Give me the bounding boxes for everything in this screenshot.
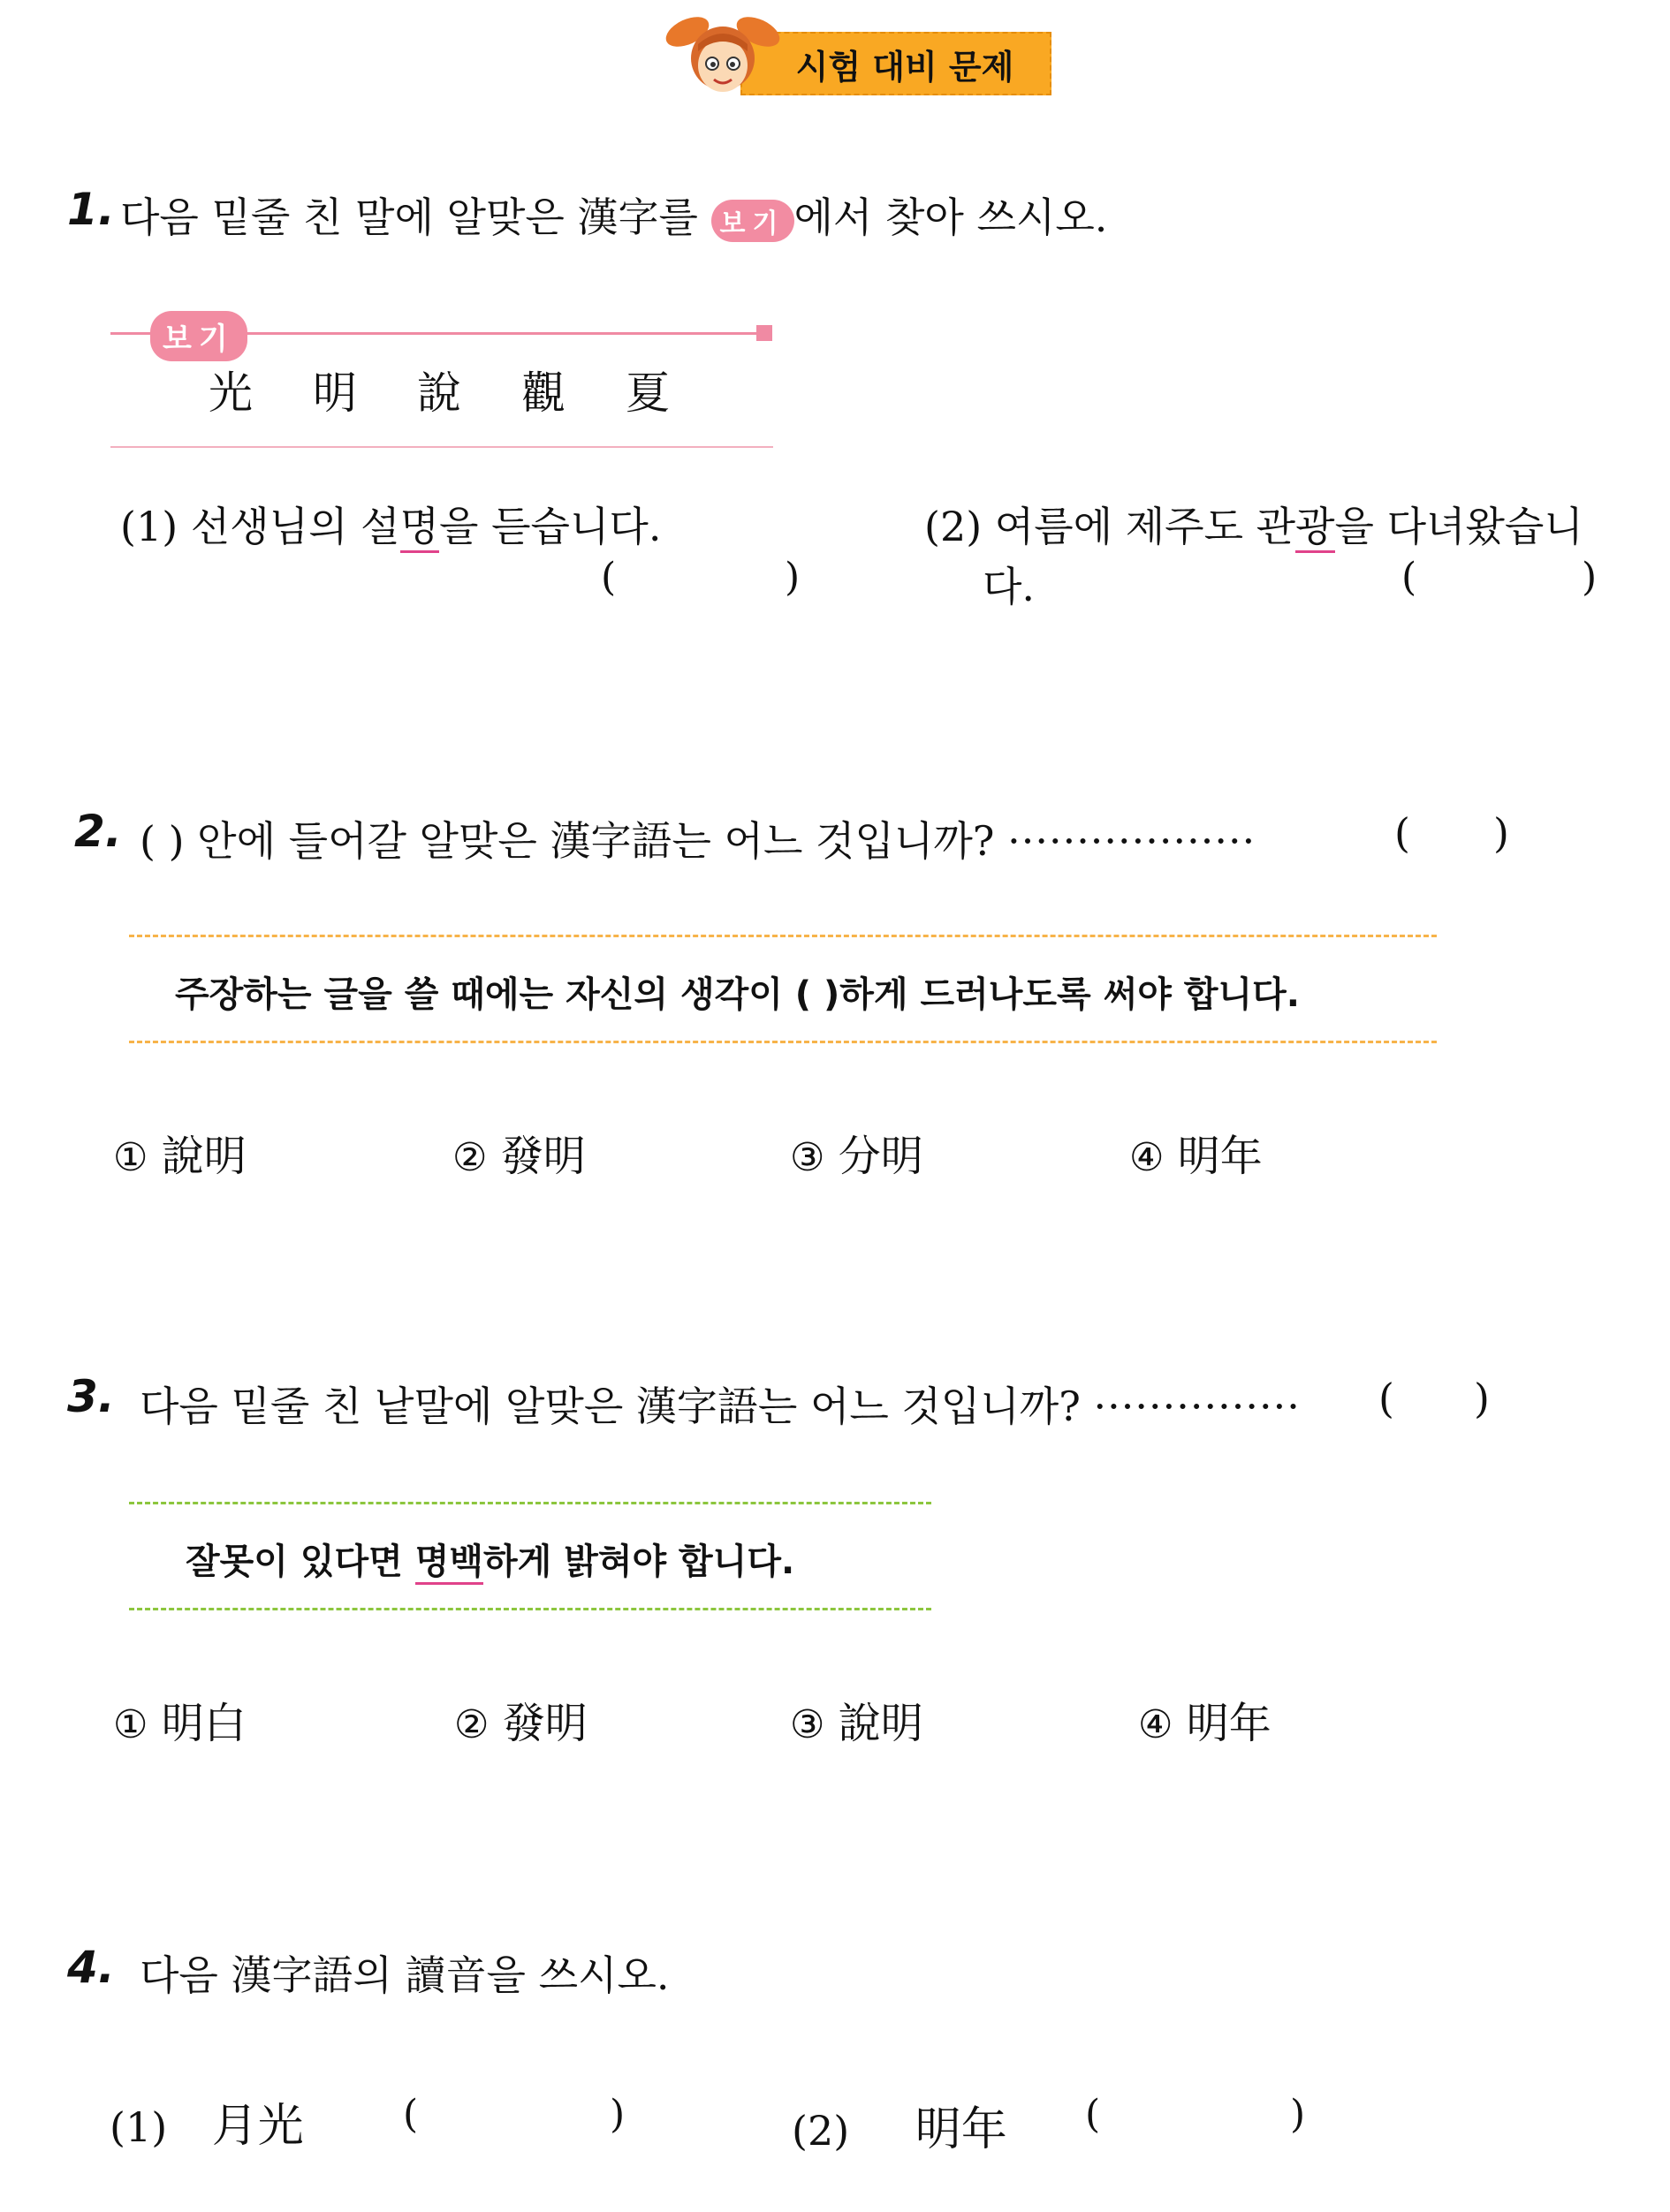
q2-answer-close: ) xyxy=(1493,809,1509,857)
q2-box-bottom-rule xyxy=(129,1041,1437,1043)
q4-item-word: 月光 xyxy=(211,2100,304,2153)
option-mark: ④ xyxy=(1129,1135,1165,1180)
q3-leader-dots: ··············· xyxy=(1093,1382,1301,1430)
q4-text: 다음 漢字語의 讀音을 쓰시오. xyxy=(140,1951,670,1999)
q1-sub1-underlined: 명 xyxy=(400,503,439,553)
q2-option-2[interactable] xyxy=(452,1122,586,1183)
q3-option-2[interactable] xyxy=(454,1689,588,1750)
q3-number: 3. xyxy=(67,1371,115,1422)
q1-number: 1. xyxy=(67,184,115,235)
q3-sentence-after: 하게 밝혀야 합니다. xyxy=(482,1542,795,1582)
q4-item-1 xyxy=(110,2088,304,2155)
option-text: 說明 xyxy=(838,1699,923,1748)
bogi-char: 明 xyxy=(313,367,357,419)
q2-option-4[interactable] xyxy=(1129,1122,1263,1183)
option-text: 說明 xyxy=(161,1132,247,1181)
q4-item-1-answer-open[interactable]: ( xyxy=(403,2092,419,2137)
q2-number: 2. xyxy=(74,806,122,857)
option-text: 明白 xyxy=(161,1699,247,1748)
section-title: 시험 대비 문제 xyxy=(795,47,1014,87)
section-title-badge xyxy=(740,32,1051,95)
q1-sub2 xyxy=(924,495,1583,553)
bogi-bottom-rule xyxy=(110,446,773,448)
q3-box-top-rule xyxy=(129,1502,931,1504)
bogi-char: 夏 xyxy=(626,367,670,419)
q1-sub2-after: 을 다녀왔습니 xyxy=(1334,503,1583,550)
q2-sentence: 주장하는 글을 쓸 때에는 자신의 생각이 ( )하게 드러나도록 써야 합니다. xyxy=(175,974,1300,1015)
q1-prompt xyxy=(120,186,1107,244)
q3-sentence-before: 잘못이 있다면 xyxy=(186,1542,415,1582)
q1-text-before: 다음 밑줄 친 말에 알맞은 漢字를 xyxy=(120,193,711,241)
q1-sub2-underlined: 광 xyxy=(1295,503,1334,553)
q1-sub1-answer-close: ) xyxy=(785,555,801,600)
bogi-rule-end-marker xyxy=(756,325,772,341)
option-text: 分明 xyxy=(838,1132,923,1181)
q2-option-1[interactable] xyxy=(113,1122,247,1183)
option-text: 發明 xyxy=(500,1132,586,1181)
q1-sub2-line2: 다. xyxy=(983,563,1036,610)
q1-text-after: 에서 찾아 쓰시오. xyxy=(793,193,1108,241)
q3-sentence xyxy=(186,1534,794,1584)
q4-item-word: 明年 xyxy=(915,2103,1007,2156)
q3-sentence-underlined: 명백 xyxy=(415,1542,483,1585)
bogi-label: 보기 xyxy=(150,311,247,361)
q1-sub1-before: 선생님의 설 xyxy=(190,503,400,550)
q4-number: 4. xyxy=(67,1942,115,1993)
q2-text: ( ) 안에 들어갈 알맞은 漢字語는 어느 것입니까? xyxy=(140,817,995,865)
q1-bogi-pill: 보기 xyxy=(711,200,794,242)
q1-sub2-answer-close: ) xyxy=(1582,555,1598,600)
option-mark: ② xyxy=(454,1702,490,1747)
q2-box-top-rule xyxy=(129,935,1437,937)
bogi-char: 光 xyxy=(209,367,253,419)
q3-prompt xyxy=(140,1375,1301,1433)
q1-sub1-answer-open[interactable]: ( xyxy=(601,555,617,600)
bogi-character-list xyxy=(209,358,730,421)
option-mark: ② xyxy=(452,1135,488,1180)
q1-sub2-answer-open[interactable]: ( xyxy=(1401,555,1417,600)
option-mark: ③ xyxy=(790,1702,825,1747)
q3-option-3[interactable] xyxy=(790,1689,923,1750)
q3-text: 다음 밑줄 친 낱말에 알맞은 漢字語는 어느 것입니까? xyxy=(140,1382,1081,1430)
girl-mascot-icon xyxy=(661,5,785,102)
option-mark: ③ xyxy=(790,1135,825,1180)
q1-sub2-before: 여름에 제주도 관 xyxy=(994,503,1296,550)
q3-option-1[interactable] xyxy=(113,1689,247,1750)
q2-prompt xyxy=(140,809,1256,867)
q3-box-bottom-rule xyxy=(129,1608,931,1610)
option-mark: ① xyxy=(113,1702,148,1747)
bogi-char: 說 xyxy=(417,367,461,419)
q4-item-2-answer-open[interactable]: ( xyxy=(1085,2092,1101,2137)
bogi-char: 觀 xyxy=(521,367,566,419)
q3-option-4[interactable] xyxy=(1138,1689,1271,1750)
q2-leader-dots: ·················· xyxy=(1007,817,1256,865)
q2-option-3[interactable] xyxy=(790,1122,923,1183)
q1-sub1-after: 을 듣습니다. xyxy=(439,503,662,550)
q3-answer-open[interactable]: ( xyxy=(1378,1375,1394,1422)
option-mark: ④ xyxy=(1138,1702,1173,1747)
option-text: 發明 xyxy=(502,1699,588,1748)
q3-answer-close: ) xyxy=(1474,1375,1490,1422)
q1-sub2-num: (2) xyxy=(924,503,983,550)
option-mark: ① xyxy=(113,1135,148,1180)
q4-item-1-answer-close: ) xyxy=(610,2092,626,2137)
bogi-label-tag xyxy=(150,311,247,361)
q1-sub1 xyxy=(120,495,661,553)
q4-item-num: (1) xyxy=(110,2103,168,2151)
option-text: 明年 xyxy=(1186,1699,1271,1748)
q4-item-2-answer-close: ) xyxy=(1290,2092,1306,2137)
q4-item-2 xyxy=(792,2092,1007,2158)
q4-item-num: (2) xyxy=(792,2107,850,2155)
q1-sub1-num: (1) xyxy=(120,503,178,550)
option-text: 明年 xyxy=(1177,1132,1263,1181)
q2-answer-open[interactable]: ( xyxy=(1394,809,1410,857)
